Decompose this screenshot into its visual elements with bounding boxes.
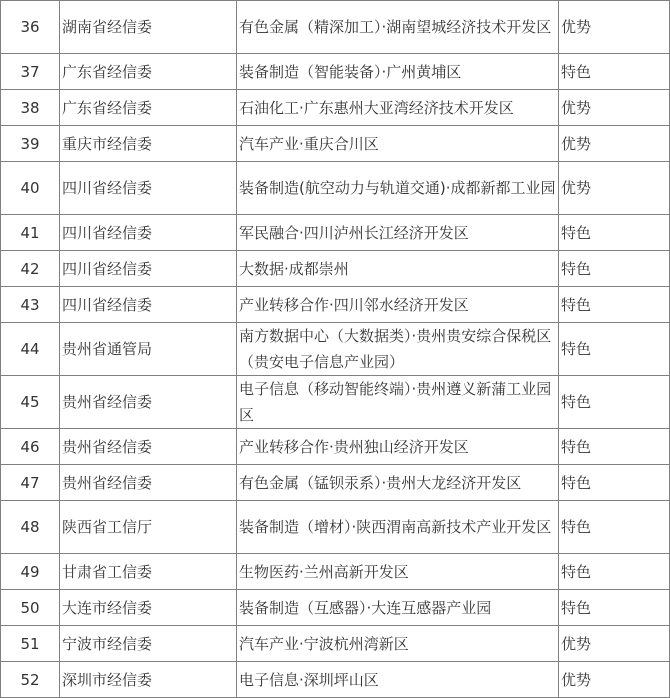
department-cell: 四川省经信委 [60, 287, 237, 323]
industry-cell: 有色金属（精深加工）·湖南望城经济技术开发区 [237, 1, 559, 54]
row-number-cell: 44 [1, 323, 60, 376]
row-number-cell: 49 [1, 554, 60, 590]
department-cell: 广东省经信委 [60, 90, 237, 126]
table-row [1, 626, 670, 662]
industry-cell: 大数据·成都崇州 [237, 251, 559, 287]
department-cell: 四川省经信委 [60, 215, 237, 251]
row-number-cell: 47 [1, 465, 60, 501]
department-cell: 陕西省工信厅 [60, 501, 237, 554]
table-row [1, 1, 670, 54]
department-cell: 四川省经信委 [60, 162, 237, 215]
category-cell: 特色 [559, 501, 670, 554]
industry-cell: 产业转移合作·贵州独山经济开发区 [237, 429, 559, 465]
row-number-cell: 43 [1, 287, 60, 323]
table-row [1, 501, 670, 554]
row-number-cell: 38 [1, 90, 60, 126]
category-cell: 特色 [559, 376, 670, 429]
table-row [1, 126, 670, 162]
category-cell: 特色 [559, 54, 670, 90]
department-cell: 贵州省经信委 [60, 376, 237, 429]
table-row [1, 215, 670, 251]
category-cell: 特色 [559, 215, 670, 251]
category-cell: 特色 [559, 590, 670, 626]
category-cell: 特色 [559, 323, 670, 376]
department-cell: 贵州省经信委 [60, 429, 237, 465]
industry-cell: 装备制造（智能装备）·广州黄埔区 [237, 54, 559, 90]
category-cell: 特色 [559, 429, 670, 465]
table-row [1, 662, 670, 698]
row-number-cell: 46 [1, 429, 60, 465]
category-cell: 优势 [559, 626, 670, 662]
department-cell: 贵州省通管局 [60, 323, 237, 376]
row-number-cell: 51 [1, 626, 60, 662]
department-cell: 广东省经信委 [60, 54, 237, 90]
industry-cell: 电子信息·深圳坪山区 [237, 662, 559, 698]
industry-cell: 电子信息（移动智能终端）·贵州遵义新蒲工业园区 [237, 376, 559, 429]
table-row [1, 376, 670, 429]
category-cell: 优势 [559, 1, 670, 54]
row-number-cell: 40 [1, 162, 60, 215]
table-row [1, 251, 670, 287]
row-number-cell: 42 [1, 251, 60, 287]
table-row [1, 90, 670, 126]
department-cell: 重庆市经信委 [60, 126, 237, 162]
table-row [1, 465, 670, 501]
table-row [1, 54, 670, 90]
category-cell: 特色 [559, 251, 670, 287]
category-cell: 特色 [559, 287, 670, 323]
industry-cell: 生物医药·兰州高新开发区 [237, 554, 559, 590]
industry-cell: 装备制造（增材）·陕西渭南高新技术产业开发区 [237, 501, 559, 554]
table-row [1, 323, 670, 376]
row-number-cell: 37 [1, 54, 60, 90]
table-row [1, 590, 670, 626]
row-number-cell: 36 [1, 1, 60, 54]
category-cell: 优势 [559, 662, 670, 698]
row-number-cell: 45 [1, 376, 60, 429]
department-cell: 宁波市经信委 [60, 626, 237, 662]
industry-cell: 南方数据中心（大数据类）·贵州贵安综合保税区（贵安电子信息产业园） [237, 323, 559, 376]
department-cell: 贵州省经信委 [60, 465, 237, 501]
row-number-cell: 41 [1, 215, 60, 251]
department-cell: 四川省经信委 [60, 251, 237, 287]
industry-cell: 装备制造（互感器）·大连互感器产业园 [237, 590, 559, 626]
row-number-cell: 50 [1, 590, 60, 626]
table-row [1, 287, 670, 323]
row-number-cell: 39 [1, 126, 60, 162]
table-row [1, 429, 670, 465]
category-cell: 优势 [559, 126, 670, 162]
industry-cell: 有色金属（锰钡汞系）·贵州大龙经济开发区 [237, 465, 559, 501]
department-cell: 湖南省经信委 [60, 1, 237, 54]
industry-cell: 装备制造(航空动力与轨道交通)·成都新都工业园 [237, 162, 559, 215]
department-cell: 甘肃省工信委 [60, 554, 237, 590]
industry-cell: 产业转移合作·四川邻水经济开发区 [237, 287, 559, 323]
industry-cell: 汽车产业·重庆合川区 [237, 126, 559, 162]
table-row [1, 554, 670, 590]
row-number-cell: 52 [1, 662, 60, 698]
category-cell: 特色 [559, 554, 670, 590]
category-cell: 优势 [559, 162, 670, 215]
industry-cell: 石油化工·广东惠州大亚湾经济技术开发区 [237, 90, 559, 126]
industry-cell: 汽车产业·宁波杭州湾新区 [237, 626, 559, 662]
table-body [1, 1, 670, 698]
department-cell: 大连市经信委 [60, 590, 237, 626]
row-number-cell: 48 [1, 501, 60, 554]
category-cell: 优势 [559, 90, 670, 126]
category-cell: 特色 [559, 465, 670, 501]
department-cell: 深圳市经信委 [60, 662, 237, 698]
industry-cell: 军民融合·四川泸州长江经济开发区 [237, 215, 559, 251]
table-row [1, 162, 670, 215]
